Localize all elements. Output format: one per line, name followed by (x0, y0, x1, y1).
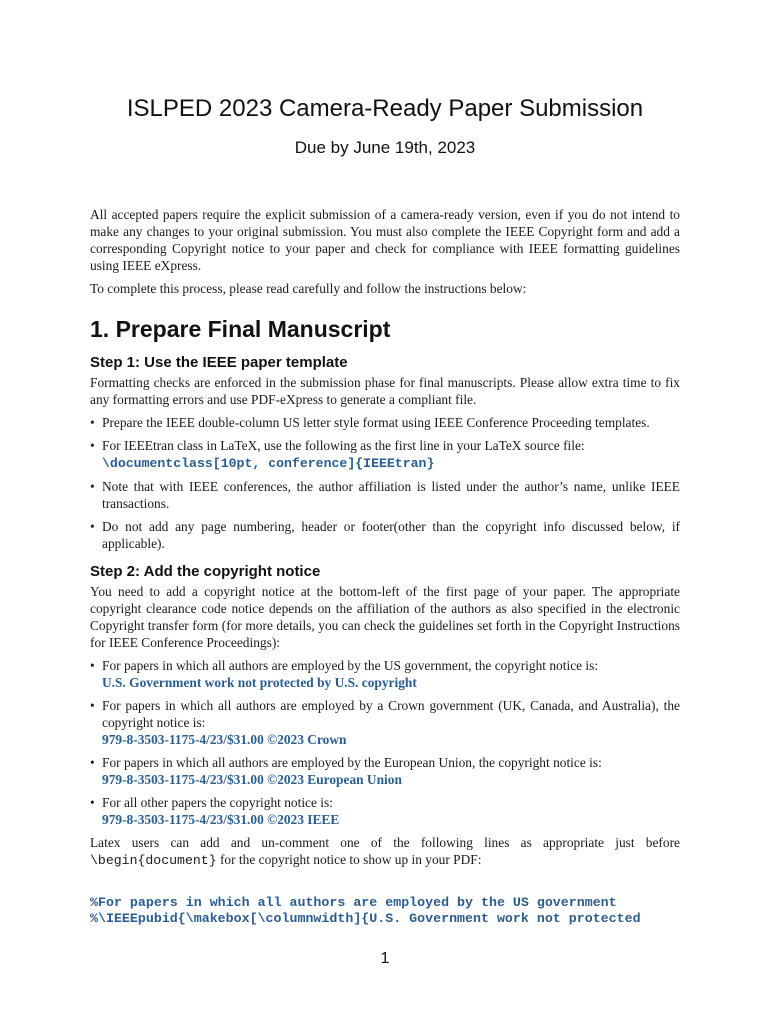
bullet-text: For IEEEtran class in LaTeX, use the following as the first line in your LaTeX source file: (102, 438, 585, 453)
copyright-notice-crown: 979-8-3503-1175-4/23/$31.00 ©2023 Crown (102, 732, 347, 747)
latex-text: Latex users can add and un-comment one of the following lines as appropriate just before (90, 835, 680, 850)
list-item (90, 657, 680, 691)
copyright-notice-us: U.S. Government work not protected by U.S. copyright (102, 675, 417, 690)
list-item (90, 518, 680, 552)
step2-heading: Step 2: Add the copyright notice (90, 563, 321, 580)
bullet-text: For all other papers the copyright notice is: (102, 795, 333, 810)
bullet-text: Prepare the IEEE double-column US letter style format using IEEE Conference Proceeding templates. (102, 415, 650, 430)
step1-list (90, 414, 680, 552)
intro-paragraph: All accepted papers require the explicit submission of a camera-ready version, even if you do not intend to make any changes to your original submission. You must also complete the IEEE Copyright form and add a corresponding Copyright notice to your paper and check for compliance with IEEE formatting guidelines using IEEE eXpress. (90, 207, 680, 273)
list-item (90, 794, 680, 828)
section-heading: 1. Prepare Final Manuscript (90, 316, 391, 342)
page-number: 1 (380, 950, 390, 967)
copyright-notice-ieee: 979-8-3503-1175-4/23/$31.00 ©2023 IEEE (102, 812, 340, 827)
step2-text: You need to add a copyright notice at the bottom-left of the first page of your paper. The appropriate copyright clearance code notice depends on the affiliation of the authors as also specified in the electronic Copyright transfer form (for more details, you can check the guidelines set forth in the Copyright Instructions for IEEE Conference Proceedings): (90, 584, 680, 650)
copyright-notice-eu: 979-8-3503-1175-4/23/$31.00 ©2023 European Union (102, 772, 402, 787)
intro-instructions: To complete this process, please read carefully and follow the instructions below: (90, 281, 527, 296)
step1-text: Formatting checks are enforced in the submission phase for final manuscripts. Please allow extra time to fix any formatting errors and use PDF-eXpress to generate a compliant file. (90, 375, 680, 407)
bullet-text: Note that with IEEE conferences, the author affiliation is listed under the author’s name, unlike IEEE transactions. (102, 479, 680, 511)
document-body (90, 206, 680, 927)
latex-text-end: for the copyright notice to show up in your PDF: (216, 852, 482, 867)
code-line: %\IEEEpubid{\makebox[\columnwidth]{U.S. Government work not protected (90, 911, 641, 926)
list-item (90, 414, 680, 431)
list-item (90, 478, 680, 512)
step2-list (90, 657, 680, 828)
code-line: %For papers in which all authors are employed by the US government (90, 895, 617, 910)
bullet-text: For papers in which all authors are employed by a Crown government (UK, Canada, and Australia), the copyright notice is: (102, 698, 680, 730)
page-title: ISLPED 2023 Camera-Ready Paper Submission (126, 95, 644, 122)
begin-document-code: \begin{document} (90, 853, 217, 868)
code-block (90, 895, 680, 927)
list-item (90, 697, 680, 748)
list-item (90, 754, 680, 788)
step1-heading: Step 1: Use the IEEE paper template (90, 354, 348, 371)
bullet-text: Do not add any page numbering, header or footer(other than the copyright info discussed below, if applicable). (102, 519, 680, 551)
latex-instructions (90, 834, 680, 869)
bullet-text: For papers in which all authors are employed by the US government, the copyright notice is: (102, 658, 599, 673)
bullet-text: For papers in which all authors are employed by the European Union, the copyright notice is: (102, 755, 602, 770)
list-item (90, 437, 680, 472)
page-subtitle: Due by June 19th, 2023 (294, 138, 476, 157)
documentclass-code: \documentclass[10pt, conference]{IEEEtran} (102, 456, 435, 471)
